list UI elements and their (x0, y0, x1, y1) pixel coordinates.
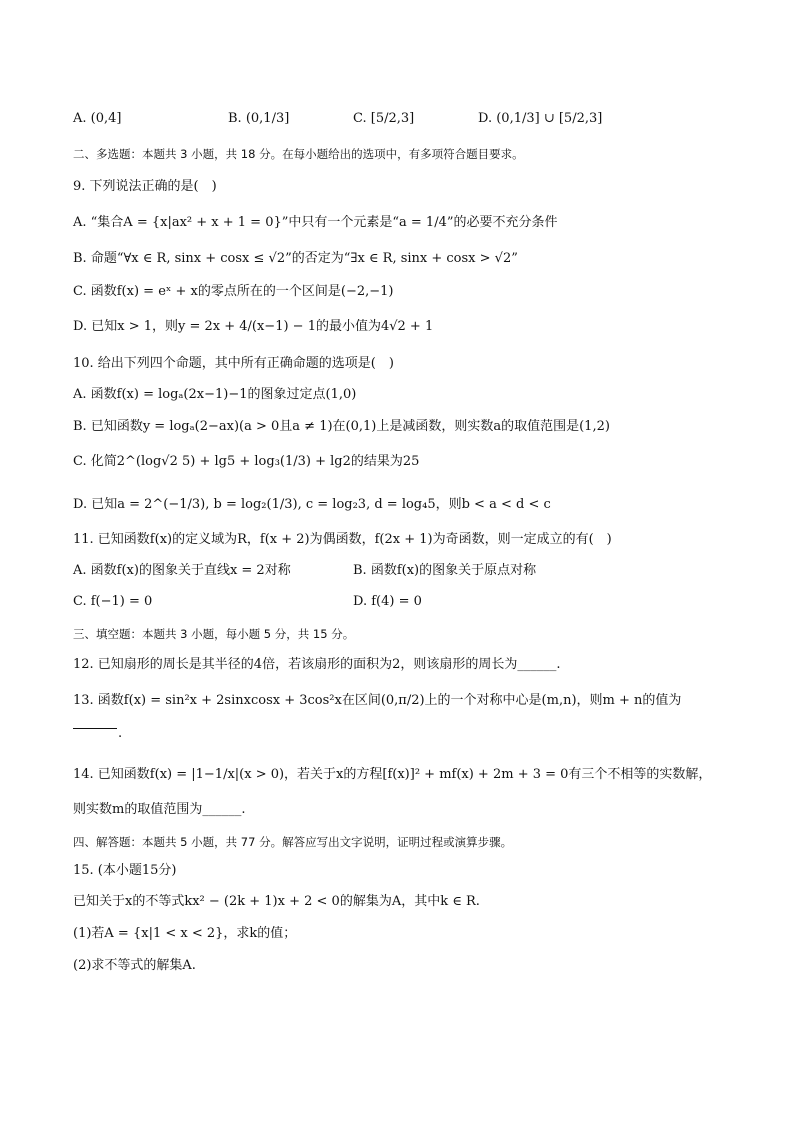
q11-option-a: A. 函数f(x)的图象关于直线x = 2对称 (73, 563, 291, 578)
q14-line-1: 14. 已知函数f(x) = |1−1/x|(x > 0)，若关于x的方程[f(x)]² + mf(x) + 2m + 3 = 0有三个不相等的实数解， (73, 767, 712, 782)
q9-stem: 9. 下列说法正确的是( ) (73, 179, 217, 194)
q8-option-c: C. [5/2,3] (353, 111, 415, 126)
q15-title: 15. (本小题15分) (73, 863, 177, 878)
q9-option-a: A. “集合A = {x|ax² + x + 1 = 0}”中只有一个元素是“a = 1/4”的必要不充分条件 (73, 215, 558, 230)
q11-option-c: C. f(−1) = 0 (73, 594, 153, 609)
q9-option-b: B. 命题“∀x ∈ R, sinx + cosx ≤ √2”的否定为“∃x ∈ R, sinx + cosx > √2” (73, 251, 518, 266)
q10-option-a: A. 函数f(x) = logₐ(2x−1)−1的图象过定点(1,0) (73, 387, 357, 402)
q9-option-c: C. 函数f(x) = eˣ + x的零点所在的一个区间是(−2,−1) (73, 284, 394, 299)
q10-stem: 10. 给出下列四个命题，其中所有正确命题的选项是( ) (73, 356, 394, 371)
q11-stem: 11. 已知函数f(x)的定义域为R，f(x + 2)为偶函数，f(2x + 1)为奇函数，则一定成立的有( ) (73, 532, 612, 547)
q15-stem: 已知关于x的不等式kx² − (2k + 1)x + 2 < 0的解集为A，其中k ∈ R. (73, 894, 480, 909)
q9-option-d: D. 已知x > 1，则y = 2x + 4/(x−1) − 1的最小值为4√2 + 1 (73, 319, 434, 334)
section-2-heading: 二、多选题：本题共 3 小题，共 18 分。在每小题给出的选项中，有多项符合题目要求。 (73, 147, 524, 161)
q8-option-b: B. (0,1/3] (228, 111, 290, 126)
q12-text: 12. 已知扇形的周长是其半径的4倍，若该扇形的面积为2，则该扇形的周长为______. (73, 657, 561, 672)
q15-part-2: (2)求不等式的解集A. (73, 958, 196, 973)
q14-line-2: 则实数m的取值范围为______. (73, 802, 246, 817)
q13-period: . (118, 726, 123, 741)
q10-option-d: D. 已知a = 2^(−1/3), b = log₂(1/3), c = log₂3, d = log₄5，则b < a < d < c (73, 497, 551, 512)
section-3-heading: 三、填空题：本题共 3 小题，每小题 5 分，共 15 分。 (73, 627, 355, 641)
q8-option-d: D. (0,1/3] ∪ [5/2,3] (478, 111, 603, 126)
q11-option-d: D. f(4) = 0 (353, 594, 422, 609)
q10-option-c: C. 化简2^(log√2 5) + lg5 + log₃(1/3) + lg2的结果为25 (73, 454, 420, 469)
q13-answer-blank (73, 728, 117, 729)
q10-option-b: B. 已知函数y = logₐ(2−ax)(a > 0且a ≠ 1)在(0,1)上是减函数，则实数a的取值范围是(1,2) (73, 419, 610, 434)
q13-text: 13. 函数f(x) = sin²x + 2sinxcosx + 3cos²x在区间(0,π/2)上的一个对称中心是(m,n)，则m + n的值为 (73, 693, 682, 708)
q8-option-a: A. (0,4] (73, 111, 122, 126)
section-4-heading: 四、解答题：本题共 5 小题，共 77 分。解答应写出文字说明，证明过程或演算步骤。 (73, 835, 513, 849)
q15-part-1: (1)若A = {x|1 < x < 2}，求k的值； (73, 926, 297, 941)
q11-option-b: B. 函数f(x)的图象关于原点对称 (353, 563, 537, 578)
